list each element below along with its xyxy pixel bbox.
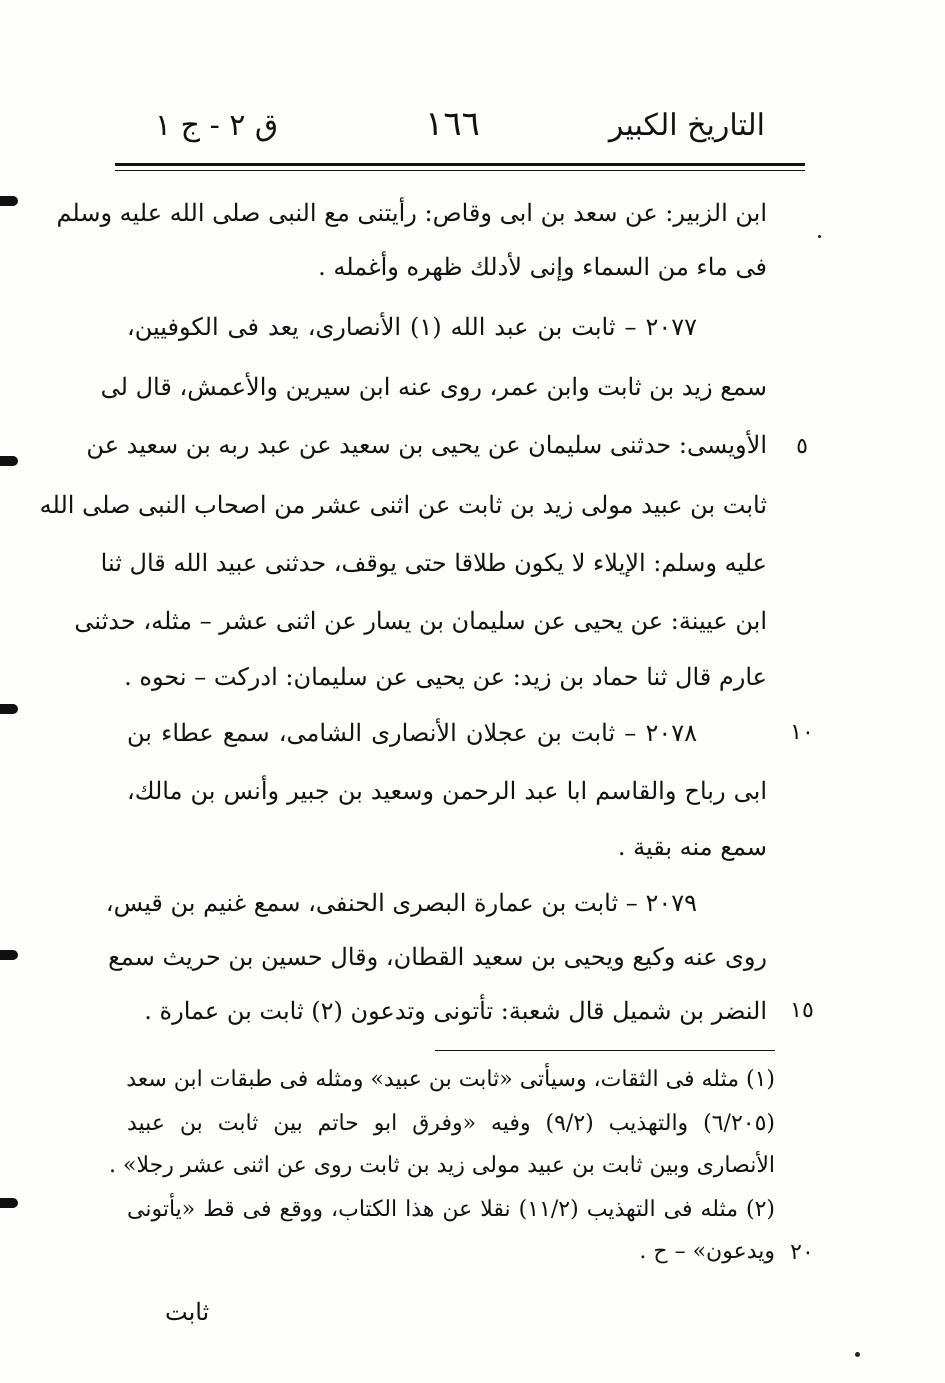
text-line: عليه وسلم: الإيلاء لا يكون طلاقا حتى يوقف، حدثنى عبيد الله قال ثنا [100,549,767,577]
entry-heading-2078: ٢٠٧٨ – ثابت بن عجلان الأنصارى الشامى، سمع عطاء بن [127,719,697,747]
margin-mark [0,456,18,466]
text-line: ثابت بن عبيد مولى زيد بن ثابت عن اثنى عشر من اصحاب النبى صلى الله [39,491,767,519]
text-line: الأويسى: حدثنى سليمان عن يحيى بن سعيد عن عبد ربه بن سعيد عن [86,431,767,459]
text-line: فى ماء من السماء وإنى لأدلك ظهره وأغمله . [318,253,767,281]
header-rule [115,163,805,166]
margin-mark [0,704,18,714]
page-number: ١٦٦ [425,104,480,144]
text-line: سمع منه بقية . [617,833,767,861]
volume-label: ق ٢ - ج ١ [155,108,279,143]
footnote-line: (١) مثله فى الثقات، وسيأتى «ثابت بن عبيد» ومثله فى طبقات ابن سعد [126,1067,775,1092]
line-number: ٢٠ [790,1240,814,1265]
text-line: ابن الزبير: عن سعد بن ابى وقاص: رأيتنى مع النبى صلى الله عليه وسلم [56,199,767,227]
footnote-line: (٦/٢٠٥) والتهذيب (٩/٢) وفيه «وفرق ابو حاتم بين ثابت بن عبيد [127,1111,775,1136]
catchword: ثابت [165,1298,210,1326]
speck [855,1352,860,1357]
speck [818,235,821,238]
text-line: روى عنه وكيع ويحيى بن سعيد القطان، وقال حسين بن حريث سمع [108,943,767,971]
line-number: ٥ [796,434,808,459]
book-title: التاريخ الكبير [608,108,765,143]
line-number: ١٠ [790,720,814,745]
footnote-line: ويدعون» – ح . [639,1239,775,1264]
text-line: النضر بن شميل قال شعبة: تأتونى وتدعون (٢) ثابت بن عمارة . [144,997,767,1025]
text-line: ابن عيينة: عن يحيى عن سليمان بن يسار عن اثنى عشر – مثله، حدثنى [74,607,767,635]
margin-mark [0,196,18,206]
page-header [140,104,765,158]
margin-mark [0,1198,18,1208]
text-line: ابى رباح والقاسم ابا عبد الرحمن وسعيد بن جبير وأنس بن مالك، [127,777,767,805]
footnote-line: الأنصارى وبين ثابت بن عبيد مولى زيد بن ثابت روى عن اثنى عشر رجلا» . [109,1153,775,1178]
text-line: سمع زيد بن ثابت وابن عمر، روى عنه ابن سيرين والأعمش، قال لى [100,373,767,401]
text-line: عارم قال ثنا حماد بن زيد: عن يحيى عن سليمان: ادركت – نحوه . [124,663,767,691]
line-number: ١٥ [790,998,814,1023]
footnote-rule [435,1050,775,1051]
footnote-line: (٢) مثله فى التهذيب (١١/٢) نقلا عن هذا الكتاب، ووقع فى قط «يأتونى [127,1197,775,1222]
entry-heading-2077: ٢٠٧٧ – ثابت بن عبد الله (١) الأنصارى، يعد فى الكوفيين، [127,313,697,341]
margin-mark [0,950,18,960]
header-rule-thin [115,170,805,171]
entry-heading-2079: ٢٠٧٩ – ثابت بن عمارة البصرى الحنفى، سمع غنيم بن قيس، [105,889,697,917]
